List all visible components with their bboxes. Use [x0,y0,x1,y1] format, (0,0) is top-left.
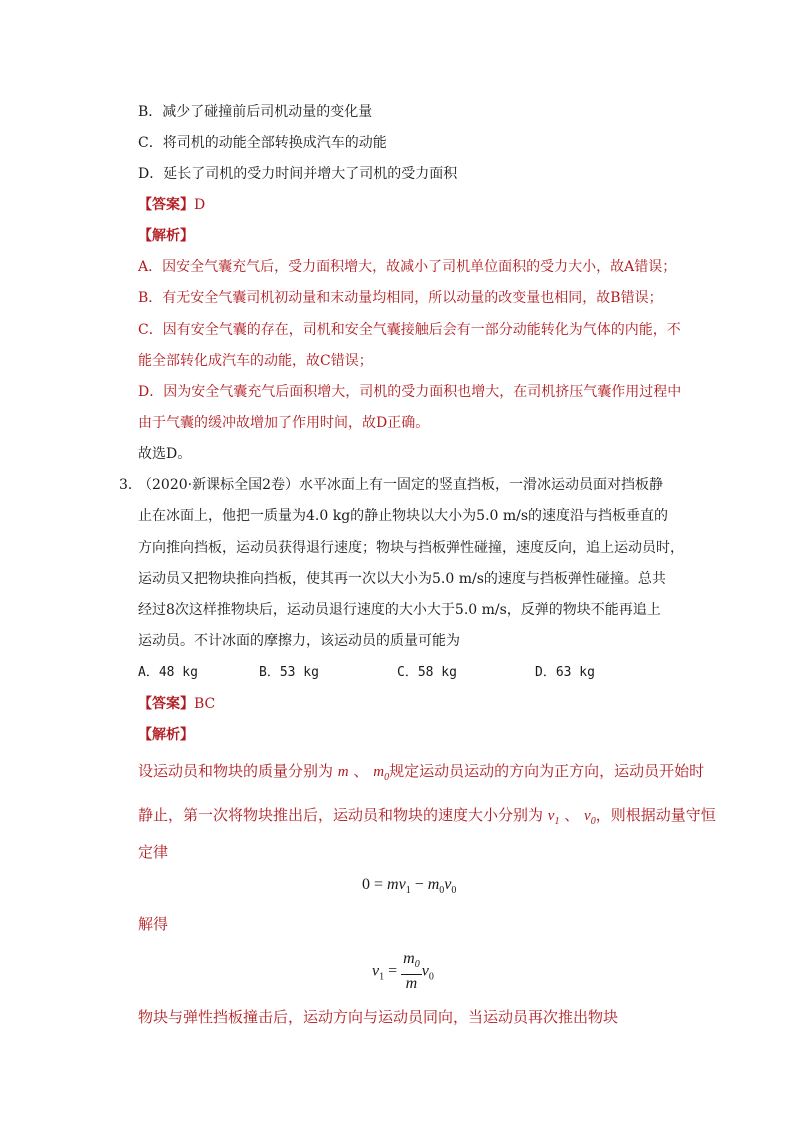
answer-label: 【答案】 [138,197,194,213]
answer-value: D [194,197,206,213]
q3-solution-last: 物块与弹性挡板撞击后，运动方向与运动员同向，当运动员再次推出物块 [138,1008,619,1026]
q3-solution-line-2 [138,806,716,831]
q2-analysis-label: 【解析】 [138,228,194,244]
solution-text: 规定运动员运动的方向为正方向，运动员开始时 [389,762,705,780]
q3-option-c: C．58 kg [397,665,457,680]
q3-solve-label: 解得 [138,915,169,933]
answer-value: BC [194,696,216,712]
fraction: $\frac{m_0}{m}$ [403,950,420,993]
q3-answer [138,695,215,713]
q2-analysis-d1: D．因为安全气囊充气后面积增大，司机的受力面积也增大，在司机挤压气囊作用过程中 [138,384,682,400]
momentum-equation: $0 = mv_1 - m_0v_0$ [362,876,457,897]
q2-analysis-c2: 能全部转化成汽车的动能，故C错误； [138,353,373,369]
symbol-m0: $m_0$ [373,764,390,783]
q2-option-d: D．延长了司机的受力时间并增大了司机的受力面积 [138,166,458,182]
q3-stem-1: （2020·新课标全国2卷）水平冰面上有一固定的竖直挡板，一滑冰运动员面对挡板静 [138,477,663,493]
q3-option-b: B．53 kg [259,665,319,680]
symbol-v1: $v_1$ [547,808,560,827]
q3-stem-6: 运动员。不计冰面的摩擦力，该运动员的质量可能为 [138,633,460,649]
q2-analysis-c1: C．因有安全气囊的存在，司机和安全气囊接触后会有一部分动能转化为气体的内能，不 [138,322,681,338]
q3-number: 3． [119,477,142,493]
q2-conclusion: 故选D。 [138,446,192,462]
q3-stem-5: 经过8次这样推物块后，运动员退行速度的大小大于5.0 m/s，反弹的物块不能再追上 [138,602,661,618]
symbol-v0: $v_0$ [584,808,596,827]
solution-text: ，则根据动量守恒 [595,806,716,824]
separator: 、 [564,806,580,824]
q2-answer [138,196,205,214]
q3-option-d: D．63 kg [535,665,595,680]
q2-option-b: B．减少了碰撞前后司机动量的变化量 [138,104,373,120]
q3-stem-2: 止在冰面上，他把一质量为4.0 kg的静止物块以大小为5.0 m/s的速度沿与挡板垂直的 [138,508,669,524]
q2-analysis-a: A．因安全气囊充气后，受力面积增大，故减小了司机单位面积的受力大小，故A错误； [138,259,677,275]
symbol-m: m [337,764,349,780]
q3-solution-line-1 [138,762,704,787]
q2-option-c: C．将司机的动能全部转换成汽车的动能 [138,135,387,151]
q3-solution-line-3: 定律 [138,843,169,861]
answer-label: 【答案】 [138,696,194,712]
velocity-equation: $v_1$ = $\frac{m_0}{m}$ $v_0$ [372,950,434,993]
solution-text: 静止，第一次将物块推出后，运动员和物块的速度大小分别为 [138,806,544,824]
q2-analysis-b: B．有无安全气囊司机初动量和末动量均相同，所以动量的改变量也相同，故B错误； [138,290,663,306]
q2-analysis-d2: 由于气囊的缓冲故增加了作用时间，故D正确。 [138,415,430,431]
solution-text: 设运动员和物块的质量分别为 [138,762,334,780]
q3-stem-3: 方向推向挡板，运动员获得退行速度；物块与挡板弹性碰撞，速度反向，追上运动员时， [138,540,684,556]
separator: 、 [353,762,369,780]
q3-stem-4: 运动员又把物块推向挡板，使其再一次以大小为5.0 m/s的速度与挡板弹性碰撞。总共 [138,571,666,587]
q3-option-a: A．48 kg [138,665,198,680]
q3-analysis-label: 【解析】 [138,727,194,743]
